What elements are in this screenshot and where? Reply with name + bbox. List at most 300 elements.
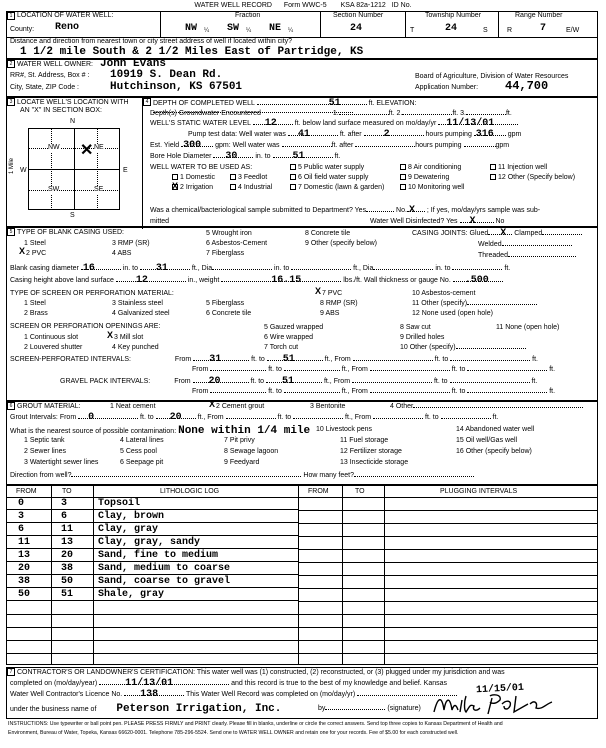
sw-label: SW	[48, 186, 60, 193]
joints-row	[412, 230, 582, 238]
gravel-from-value: 20	[208, 376, 221, 387]
row-from: 13	[18, 550, 31, 561]
quarter-mark-3: ¼	[288, 28, 294, 34]
log-to-header: TO	[62, 488, 72, 495]
static-suffix: ft. below land surface measured on mo/day/yr	[294, 120, 437, 127]
row-desc: Sand, fine to medium	[98, 550, 219, 561]
section-number-label: Section Number	[333, 12, 384, 19]
after-label: ft. after	[331, 142, 354, 149]
gravel-row-1: GRAVEL PACK INTERVALS: From 20 ft. to 51 ft., From ft. to ft.	[60, 376, 538, 387]
opening-9: 9 Drilled holes	[400, 334, 445, 341]
contam-value: None within 1/4 mile	[178, 425, 311, 437]
screen-6: 6 Concrete tile	[206, 310, 252, 317]
screen-12: 12 None used (open hole)	[412, 310, 493, 317]
use-7-label: 7 Domestic (lawn & garden)	[298, 184, 385, 191]
direction-label: Distance and direction from nearest town or city street address of well if located within city?	[10, 38, 293, 45]
from-label: From	[334, 356, 351, 363]
static-label: WELL'S STATIC WATER LEVEL	[150, 120, 251, 127]
screen-11	[412, 300, 537, 308]
section-number: 7	[7, 668, 15, 676]
yield-row	[150, 142, 509, 150]
se-label: SE	[94, 186, 104, 193]
casing-2	[20, 250, 46, 258]
north-label: N	[70, 118, 76, 125]
perf-row-2: From ft. to ft., From ft. to ft.	[192, 366, 556, 373]
cert-line-1: CONTRACTOR'S OR LANDOWNER'S CERTIFICATION: This water well was (1) constructed, (2) reconstructed, or (3) plugged under my jurisdiction and was	[17, 669, 505, 676]
record-completed-label: This Water Well Record was completed on (mo/day/yr)	[186, 691, 356, 698]
row-desc: Clay, gray	[98, 524, 159, 535]
mile-label: 1 Mile	[9, 158, 15, 175]
section-value: 24	[350, 23, 363, 34]
location-x-mark: ✕	[80, 142, 94, 159]
bore-value: 30	[225, 151, 238, 162]
business-value: Peterson Irrigation, Inc.	[116, 703, 282, 715]
use-12-label: 12 Other (Specify below)	[498, 174, 576, 181]
section-grid[interactable]	[20, 120, 130, 220]
screen-7-label: 7 PVC	[322, 290, 343, 297]
use-5-checkbox[interactable]	[290, 164, 296, 170]
from-label: From	[192, 388, 209, 395]
disinfected-yes-mark: X	[469, 216, 476, 227]
fraction-label: Fraction	[235, 12, 261, 19]
gw-2: 2.	[396, 110, 403, 117]
source-15: 15 Oil well/Gas well	[456, 437, 518, 444]
threaded-row	[478, 252, 576, 260]
opening-3	[108, 334, 143, 342]
after-label: ft. after	[339, 131, 362, 138]
from-label: From	[354, 414, 372, 421]
use-11[interactable]	[490, 164, 547, 172]
bore-to-value: 51	[292, 151, 305, 162]
row-desc: Shale, gray	[98, 589, 165, 600]
quarter-mark-2: ¼	[246, 28, 252, 34]
source-16	[456, 448, 532, 456]
table-row	[6, 498, 298, 510]
bcd-label: Blank casing diameter	[10, 265, 79, 272]
height-value: 12	[135, 275, 148, 286]
source-5: 5 Cess pool	[120, 448, 157, 455]
casing-6: 6 Asbestos-Cement	[206, 240, 268, 247]
casing-label: TYPE OF BLANK CASING USED:	[17, 229, 124, 236]
use-7[interactable]	[290, 184, 384, 192]
use-6-label: 6 Oil field water supply	[298, 174, 369, 181]
use-label: WELL WATER TO BE USED AS:	[150, 164, 253, 171]
source-7: 7 Pit privy	[224, 437, 255, 444]
casing-height-row	[10, 277, 503, 285]
table-row	[6, 576, 298, 588]
grout-label: GROUT MATERIAL:	[17, 403, 81, 410]
dia-label: ft., Dia	[191, 265, 213, 272]
chem-tail: ; If yes, mo/day/yrs sample was sub-	[426, 207, 541, 214]
use-2-checkbox[interactable]	[172, 184, 178, 190]
ft-label: ft.	[505, 110, 512, 117]
gravel-to-value: 51	[282, 376, 295, 387]
use-9[interactable]	[400, 174, 449, 182]
disinfected-no: No	[495, 218, 505, 225]
pump-label: Pump test data: Well water was	[188, 131, 286, 138]
id-label: ID No.	[391, 2, 412, 9]
joints-glued-mark: X	[500, 228, 507, 239]
groundwater-row	[150, 110, 512, 118]
gravel-label: GRAVEL PACK INTERVALS:	[60, 378, 151, 385]
use-2-label: 2 Irrigation	[180, 184, 214, 191]
weight-value: 16.15	[271, 275, 302, 286]
row-desc: Clay, brown	[98, 511, 165, 522]
from-label: From	[59, 414, 77, 421]
from-label: From	[174, 378, 191, 385]
ft-label: ft.	[368, 100, 375, 107]
row-to: 20	[61, 550, 74, 561]
casing-9: 9 Other (specify below)	[305, 240, 377, 247]
gravel-row-2: From ft. to ft., From ft. to ft.	[192, 388, 556, 395]
section-number: 1	[7, 12, 15, 20]
opening-10-label: 10 Other (specify)	[400, 344, 456, 351]
township-label: Township Number	[425, 12, 482, 19]
static-row	[150, 120, 518, 128]
owner-label: WATER WELL OWNER:	[17, 61, 93, 68]
from-label: From	[333, 378, 351, 385]
contam-row	[10, 425, 310, 438]
opening-5: 5 Gauzed wrapped	[264, 324, 324, 331]
opening-6: 6 Wire wrapped	[264, 334, 314, 341]
section-number: 3	[7, 98, 15, 106]
clamped-label: Clamped	[514, 230, 543, 237]
joints-label: CASING JOINTS: Glued	[412, 230, 489, 237]
from-label: From	[192, 366, 209, 373]
source-10: 10 Livestock pens	[316, 426, 373, 433]
contam-label: What is the nearest source of possible contamination:	[10, 428, 177, 435]
weight-label: in., weight	[187, 277, 220, 284]
use-5-label: 5 Public water supply	[298, 164, 365, 171]
ne-label: NE	[94, 144, 104, 151]
use-1[interactable]	[172, 174, 215, 182]
use-7-checkbox[interactable]	[290, 184, 296, 190]
section-number: 6	[7, 402, 15, 410]
casing-7: 7 Fiberglass	[206, 250, 245, 257]
opening-1: 1 Continuous slot	[24, 334, 79, 341]
plug-header: PLUGGING INTERVALS	[440, 488, 518, 495]
screen-9: 9 ABS	[320, 310, 340, 317]
ft-label: ft.	[388, 110, 395, 117]
casing-2-label: 2 PVC	[26, 250, 47, 257]
perf-row-1: SCREEN-PERFORATED INTERVALS: From 31 ft. to 51 ft., From ft. to ft.	[10, 354, 538, 365]
wall-label: lbs./ft. Wall thickness or gauge No.	[343, 277, 451, 284]
use-10-checkbox[interactable]	[400, 184, 406, 190]
use-12[interactable]	[490, 174, 575, 182]
yield-value: 300	[183, 140, 202, 151]
signature-label: (signature)	[387, 705, 421, 712]
use-1-checkbox[interactable]	[172, 174, 178, 180]
locate-label: LOCATE WELL'S LOCATION WITH	[17, 99, 129, 106]
in-to-label: in. to	[255, 153, 271, 160]
threaded-label: Threaded	[478, 252, 508, 259]
source-4: 4 Lateral lines	[120, 437, 164, 444]
casing-2-checkbox[interactable]	[20, 250, 24, 256]
opening-4: 4 Key punched	[112, 344, 159, 351]
grout-2	[210, 403, 264, 411]
casing-4: 4 ABS	[112, 250, 132, 257]
plug-to-header: TO	[355, 488, 365, 495]
wall-value: .500	[464, 275, 489, 286]
depth-value: 51	[328, 98, 341, 109]
section-number: 5	[7, 228, 15, 236]
form-header	[0, 2, 606, 10]
south-label: S	[70, 212, 75, 219]
cert-true-label: and this record is true to the best of my knowledge and belief. Kansas	[231, 680, 448, 687]
row-desc: Clay, gray, sandy	[98, 537, 201, 548]
screen-2: 2 Brass	[24, 310, 48, 317]
use-11-label: 11 Injection well	[498, 164, 548, 171]
fraction-q3: NE	[269, 23, 282, 34]
west-label: W	[20, 167, 27, 174]
use-8-checkbox[interactable]	[400, 164, 406, 170]
source-2: 2 Sewer lines	[24, 448, 67, 455]
row-from: 50	[18, 589, 31, 600]
from-label: From	[207, 414, 224, 421]
hours-label: hours pumping	[415, 142, 462, 149]
pump-row	[188, 131, 521, 139]
row-to: 38	[61, 563, 74, 574]
source-9: 9 Feedyard	[224, 459, 260, 466]
row-to: 11	[61, 524, 74, 535]
depth-label: DEPTH OF COMPLETED WELL	[153, 100, 255, 107]
form-title: WATER WELL RECORD	[194, 2, 272, 9]
quarter-mark-1: ¼	[204, 28, 210, 34]
bcd-to-value: 31	[155, 263, 168, 274]
use-4-checkbox[interactable]	[230, 184, 236, 190]
chem-no: No.	[396, 207, 407, 214]
chem-row	[150, 207, 540, 215]
locate-label-2: AN "X" IN SECTION BOX:	[20, 107, 102, 114]
use-9-label: 9 Dewatering	[408, 174, 450, 181]
gw-1: 1.	[332, 110, 339, 117]
use-4[interactable]	[230, 184, 272, 192]
static-value: 12	[264, 118, 277, 129]
source-3: 3 Watertight sewer lines	[24, 459, 99, 466]
ksa-reference: KSA 82a-1212	[340, 2, 386, 9]
bcd-value: 16	[82, 263, 95, 274]
bore-label: Bore Hole Diameter	[150, 153, 212, 160]
grout-4-label: 4 Other	[390, 403, 414, 410]
source-6: 6 Seepage pit	[120, 459, 164, 466]
county-label: County:	[10, 26, 35, 33]
screen-7	[316, 290, 342, 298]
opening-3-checkbox[interactable]	[108, 334, 112, 340]
city-value: Hutchinson, KS 67501	[110, 81, 243, 93]
hours-label: hours pumping	[425, 131, 472, 138]
yield-suffix: gpm: Well water was	[215, 142, 280, 149]
grout-2-checkbox[interactable]	[210, 403, 214, 409]
screen-8: 8 RMP (SR)	[320, 300, 358, 307]
static-date: 11/13/01	[446, 118, 495, 129]
form-number: Form WWC-5	[283, 2, 327, 9]
section-number: 2	[7, 60, 15, 68]
use-9-checkbox[interactable]	[400, 174, 406, 180]
gpm-value: 316	[475, 129, 494, 140]
fraction-q1: NW	[185, 23, 198, 34]
use-8[interactable]	[400, 164, 461, 172]
county-value: Reno	[55, 22, 80, 33]
opening-10	[400, 344, 526, 352]
use-3[interactable]	[230, 174, 267, 182]
screen-4: 4 Galvanized steel	[112, 310, 170, 317]
row-from: 0	[18, 498, 25, 509]
use-10[interactable]	[400, 184, 464, 192]
table-row	[6, 550, 298, 562]
elevation-label: ELEVATION:	[376, 100, 417, 107]
business-label: under the business name of	[10, 706, 97, 713]
licence-value: 138	[140, 689, 159, 700]
row-from: 11	[18, 537, 31, 548]
casing-5: 5 Wrought iron	[206, 230, 252, 237]
gi-label: Grout Intervals:	[10, 414, 58, 421]
grout-intervals-row: Grout Intervals: From 0 ft. to 20 ft., From ft. to ft., From ft. to ft.	[10, 412, 499, 423]
source-1: 1 Septic tank	[24, 437, 65, 444]
record-date: 11/15/01	[475, 682, 525, 697]
perf-label: SCREEN-PERFORATED INTERVALS:	[10, 356, 131, 363]
opening-3-label: 3 Mill slot	[114, 334, 144, 341]
from-label: From	[351, 366, 368, 373]
screen-label: TYPE OF SCREEN OR PERFORATION MATERIAL:	[10, 290, 174, 297]
township-t: T	[410, 27, 415, 34]
row-from: 3	[18, 511, 25, 522]
township-s: S	[483, 27, 488, 34]
use-3-checkbox[interactable]	[230, 174, 236, 180]
row-desc: Topsoil	[98, 498, 141, 509]
in-to-label: in. to	[122, 265, 138, 272]
use-12-checkbox[interactable]	[490, 174, 496, 180]
source-8: 8 Sewage lagoon	[224, 448, 279, 455]
table-row	[6, 589, 298, 601]
openings-label: SCREEN OR PERFORATION OPENINGS ARE:	[10, 323, 161, 330]
direction-row	[10, 472, 474, 480]
welded-label: Welded	[478, 241, 502, 248]
groundwater-label: Depth(s) Groundwater Encountered	[150, 110, 261, 117]
welded-row	[478, 241, 572, 249]
opening-2: 2 Louvered shutter	[24, 344, 83, 351]
signature-image	[430, 690, 560, 718]
cert-completed-label: completed on (mo/day/year)	[10, 680, 98, 687]
disinfected-row	[370, 218, 504, 226]
source-12: 12 Fertilizer storage	[340, 448, 402, 455]
blank-casing-row: Blank casing diameter 16 in. to 31 ft., Dia in. to ft., Dia in. to ft.	[10, 263, 511, 274]
owner-value: John Evans	[100, 58, 167, 70]
row-from: 20	[18, 563, 31, 574]
gpm-label: gpm	[507, 131, 522, 138]
chem-no-mark: X	[408, 205, 415, 216]
dir-label: Direction from well?	[10, 472, 72, 479]
by-label: by	[318, 705, 326, 712]
row-from: 38	[18, 576, 31, 587]
fraction-q2: SW	[227, 23, 240, 34]
row-from: 6	[18, 524, 25, 535]
perf-from-value: 31	[209, 354, 222, 365]
use-6[interactable]	[290, 174, 368, 182]
bore-row	[150, 153, 340, 161]
opening-8: 8 Saw cut	[400, 324, 431, 331]
log-from-header: FROM	[16, 488, 37, 495]
township-value: 24	[445, 23, 458, 34]
source-13: 13 Insecticide storage	[340, 459, 409, 466]
section-number: 4	[143, 98, 151, 106]
opening-11: 11 None (open hole)	[496, 324, 560, 331]
from-label: From	[351, 388, 368, 395]
table-row	[6, 524, 298, 536]
use-3-label: 3 Feedlot	[238, 174, 268, 181]
cert-line-4	[10, 703, 281, 716]
row-desc: Sand, coarse to gravel	[98, 576, 231, 587]
casing-8: 8 Concrete tile	[305, 230, 351, 237]
range-label: Range Number	[515, 12, 563, 19]
source-14: 14 Abandoned water well	[456, 426, 535, 433]
signature-row	[318, 705, 421, 713]
application-value: 44,700	[505, 79, 549, 93]
use-4-label: 4 Industrial	[238, 184, 273, 191]
row-to: 3	[61, 498, 68, 509]
dia-label: ft., Dia	[353, 265, 374, 272]
from-label: From	[174, 356, 192, 363]
gi-from-value: 0	[88, 412, 95, 423]
log-litho-header: LITHOLOGIC LOG	[160, 488, 220, 495]
completed-date: 11/13/01	[125, 678, 174, 689]
table-row	[6, 511, 298, 523]
use-6-checkbox[interactable]	[290, 174, 296, 180]
east-label: E	[123, 167, 128, 174]
casing-1: 1 Steel	[24, 240, 46, 247]
plug-from-header: FROM	[308, 488, 329, 495]
instructions-line-2: Environment, Bureau of Water, Topeka, Kansas 66620-0001. Telephone 785-296-5524. Send one to WATER WELL OWNER and retain one for your records. Fee of $5.00 for each constructed well.	[8, 730, 459, 736]
address-value: 10919 S. Dean Rd.	[110, 69, 223, 81]
howmany-label: How many feet?	[303, 472, 355, 479]
source-16-label: 16 Other (specify below)	[456, 448, 532, 455]
gpm-label: gpm	[495, 142, 510, 149]
location-label: LOCATION OF WATER WELL:	[17, 12, 114, 19]
row-to: 6	[61, 511, 68, 522]
grout-4	[390, 403, 583, 411]
screen-11-label: 11 Other (specify)	[412, 300, 468, 307]
row-to: 50	[61, 576, 74, 587]
use-2[interactable]	[172, 184, 213, 192]
screen-3: 3 Stainless steel	[112, 300, 163, 307]
gi-to-value: 20	[169, 412, 182, 423]
licence-label: Water Well Contractor's Licence No.	[10, 691, 123, 698]
city-label: City, State, ZIP Code :	[10, 84, 79, 91]
nw-label: NW	[48, 144, 60, 151]
ft-label: ft.	[334, 153, 341, 160]
screen-5: 5 Fiberglass	[206, 300, 245, 307]
use-11-checkbox[interactable]	[490, 164, 496, 170]
range-value: 7	[540, 23, 547, 34]
table-row	[6, 563, 298, 575]
screen-10: 10 Asbestos-cement	[412, 290, 476, 297]
screen-7-checkbox[interactable]	[316, 290, 320, 296]
board-label: Board of Agriculture, Division of Water Resources	[415, 73, 569, 80]
pump-ft-value: 41	[297, 129, 310, 140]
ft-label: ft.	[452, 110, 459, 117]
mitted-label: mitted	[150, 218, 170, 225]
screen-1: 1 Steel	[24, 300, 46, 307]
use-5[interactable]	[290, 164, 364, 172]
address-label: RR#, St. Address, Box # :	[10, 72, 90, 79]
grout-1: 1 Neat cement	[110, 403, 156, 410]
perf-to-value: 51	[282, 354, 295, 365]
use-1-label: 1 Domestic	[180, 174, 216, 181]
opening-7: 7 Torch cut	[264, 344, 299, 351]
row-desc: Sand, medium to coarse	[98, 563, 231, 574]
use-8-label: 8 Air conditioning	[408, 164, 462, 171]
row-to: 51	[61, 589, 74, 600]
instructions-line-1: INSTRUCTIONS: Use typewriter or ball point pen. PLEASE PRESS FIRMLY and PRINT clearly. Please fill in blanks, underline or circle the correct answers. Send top three copies to Kansas Department of Health and	[8, 721, 503, 727]
